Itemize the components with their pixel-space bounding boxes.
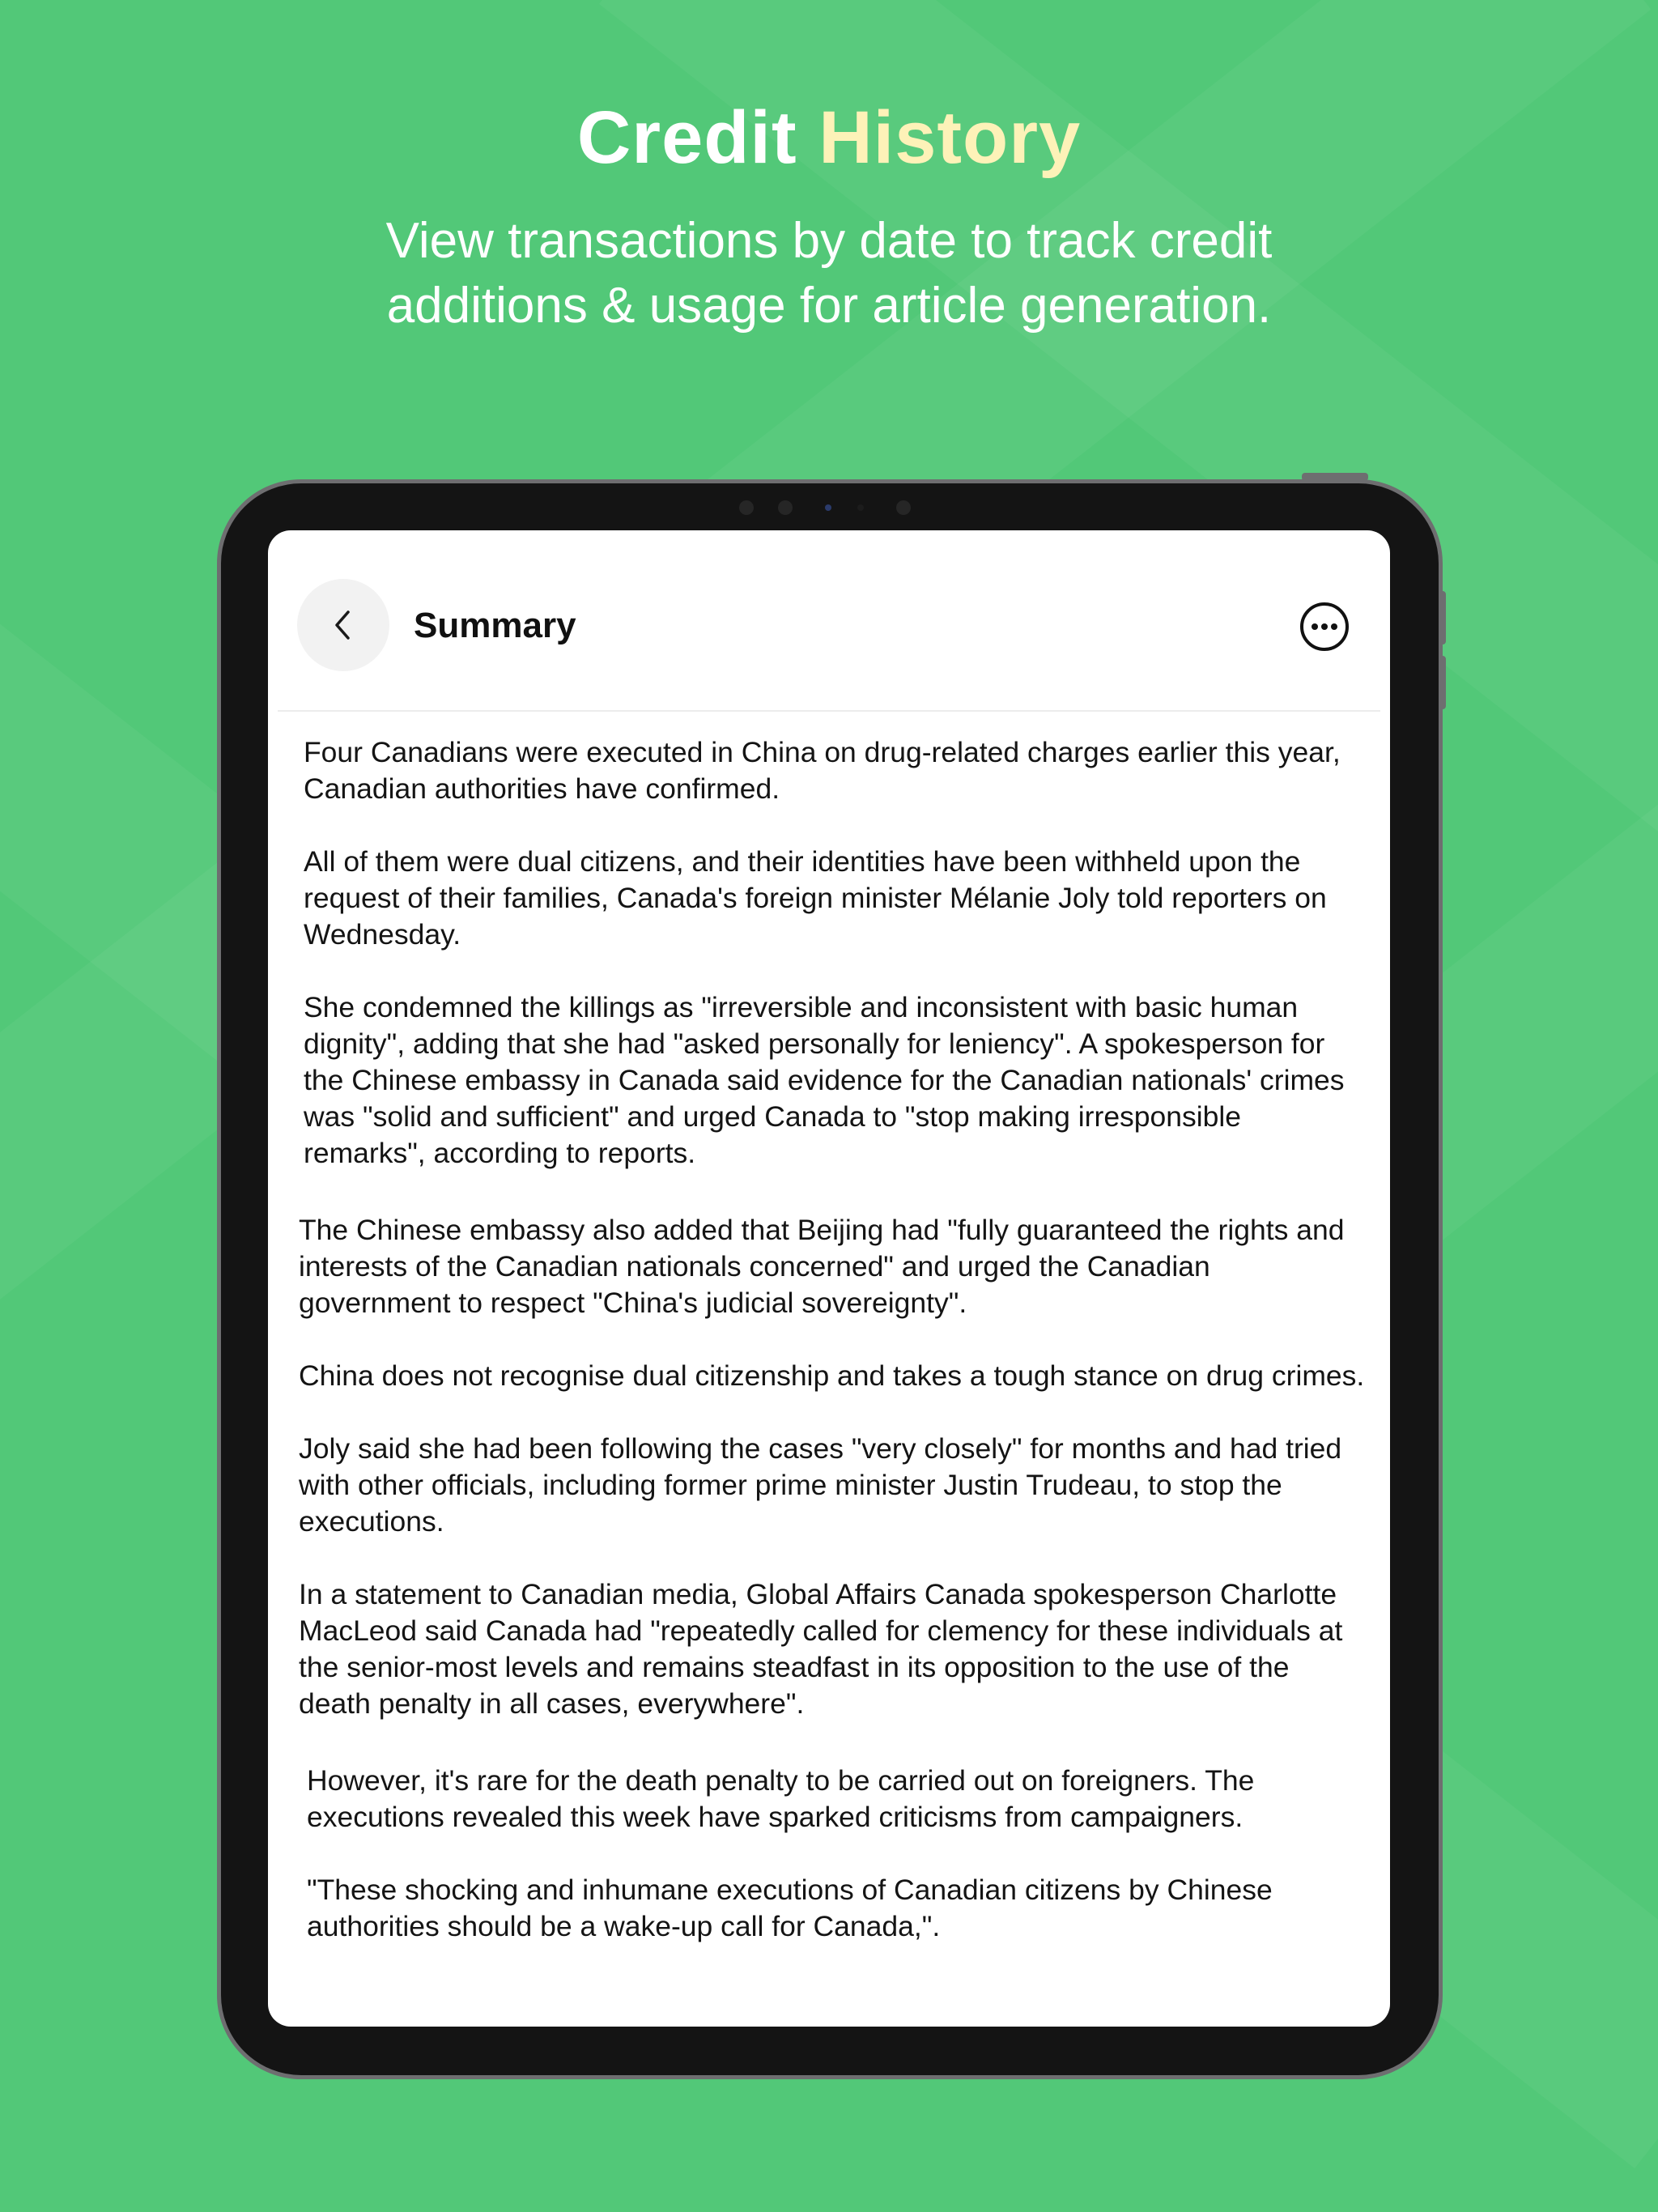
hero-title-main: Credit bbox=[576, 96, 819, 179]
back-button[interactable] bbox=[297, 579, 389, 671]
sensor-dot bbox=[896, 500, 911, 515]
article-paragraph: She condemned the killings as "irreversible and inconsistent with basic human dignity", adding that she had "asked personally for leniency". A spokesperson for the Chinese embassy in Canada said evidence for the Canadian nationals' crimes was "solid and sufficient" and urged Canada to "stop making irresponsible remarks", according to reports. bbox=[304, 991, 1345, 1169]
sensor-dot bbox=[857, 504, 864, 511]
article-paragraph: Four Canadians were executed in China on drug-related charges earlier this year, Canadian authorities have confirmed. bbox=[304, 736, 1341, 805]
camera-sensors bbox=[739, 498, 933, 517]
article-paragraph: All of them were dual citizens, and their identities have been withheld upon the request of their families, Canada's foreign minister Mélanie Joly told reporters on Wednesday. bbox=[304, 845, 1327, 951]
article-paragraph: In a statement to Canadian media, Global Affairs Canada spokesperson Charlotte MacLeod said Canada had "repeatedly called for clemency for these individuals at the senior-most levels and remains steadfast in its opposition to the use of the death penalty in all cases, everywhere". bbox=[299, 1578, 1343, 1720]
page-title: Summary bbox=[414, 606, 576, 645]
sensor-dot bbox=[739, 500, 754, 515]
more-options-button[interactable] bbox=[1299, 602, 1350, 652]
hero-subtitle: View transactions by date to track credit additions & usage for article generation. bbox=[385, 213, 1273, 334]
article-summary bbox=[268, 734, 1390, 1981]
header-divider bbox=[278, 710, 1380, 712]
hero-title bbox=[0, 89, 1658, 186]
article-paragraph: China does not recognise dual citizenship and takes a tough stance on drug crimes. bbox=[299, 1359, 1365, 1392]
chevron-left-icon bbox=[327, 609, 359, 641]
article-paragraph: "These shocking and inhumane executions of Canadian citizens by Chinese authorities should be a wake-up call for Canada,". bbox=[307, 1874, 1273, 1942]
hero-section bbox=[0, 89, 1658, 338]
camera-lens bbox=[825, 504, 831, 511]
sensor-dot bbox=[778, 500, 793, 515]
more-horizontal-circle-icon bbox=[1299, 602, 1350, 652]
app-screen bbox=[268, 530, 1390, 2027]
tablet-device-frame bbox=[217, 479, 1443, 2079]
article-paragraph: However, it's rare for the death penalty to be carried out on foreigners. The executions revealed this week have sparked criticisms from campaigners. bbox=[307, 1764, 1255, 1833]
app-header bbox=[268, 530, 1390, 708]
article-paragraph: Joly said she had been following the cases "very closely" for months and had tried with other officials, including former prime minister Justin Trudeau, to stop the executions. bbox=[299, 1432, 1342, 1538]
hero-title-accent: History bbox=[818, 96, 1082, 179]
article-paragraph: The Chinese embassy also added that Beijing had "fully guaranteed the rights and interests of the Canadian nationals concerned" and urged the Canadian government to respect "China's judicial sovereignty". bbox=[299, 1214, 1345, 1319]
